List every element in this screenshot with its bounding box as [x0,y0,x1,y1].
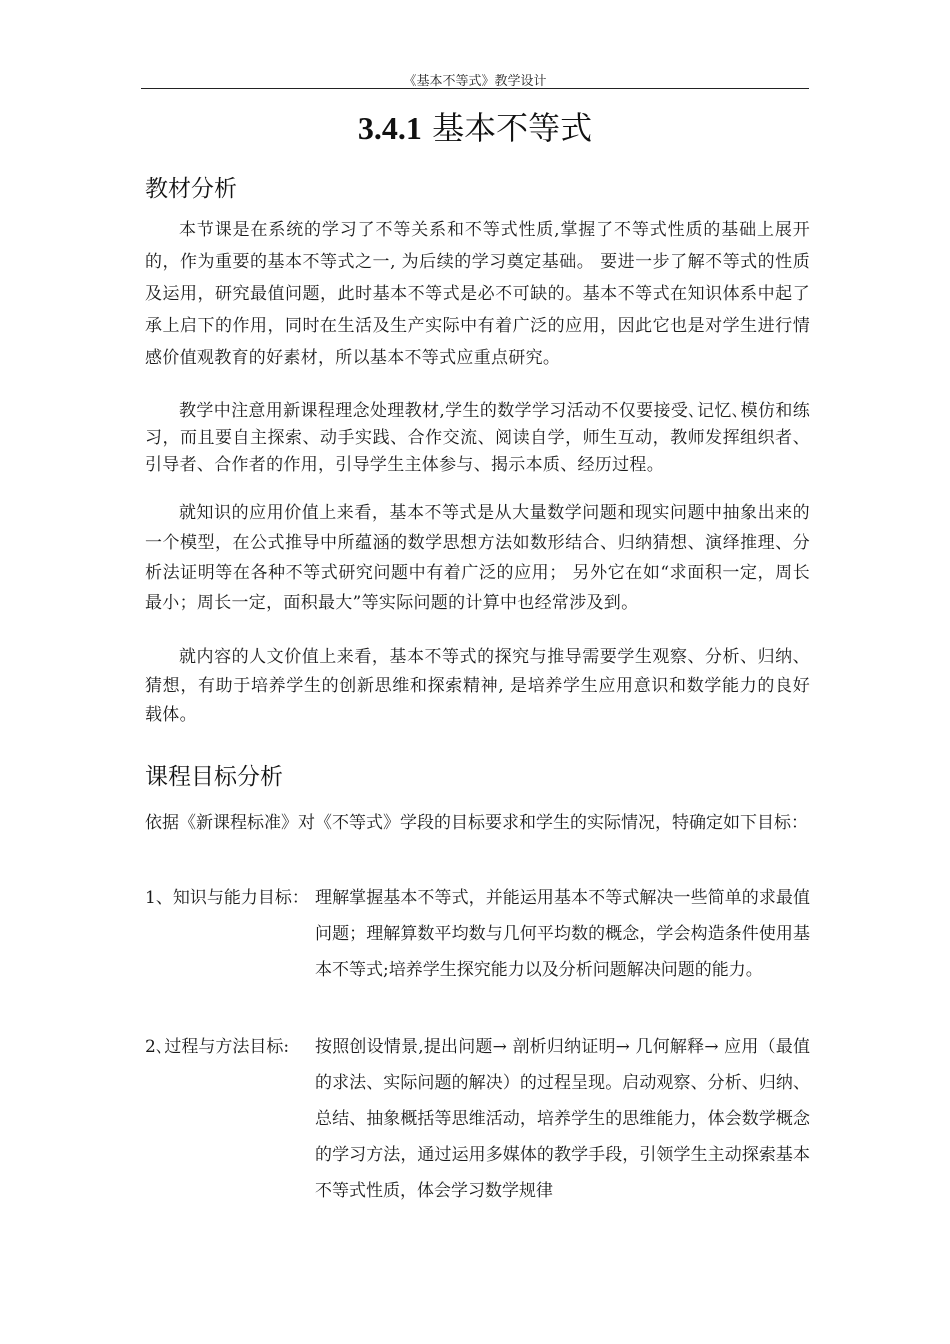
goal-text: 按照创设情景,提出问题→ 剖析归纳证明→ 几何解释→ 应用（最值的求法、实际问题的解决）的过程呈现。启动观察、分析、归纳、总结、抽象概括等思维活动，培养学生的思维能力，体会数学概念的学习方法，通过运用多媒体的教学手段，引领学生主动探索基本不等式性质，体会学习数学规律 [315,1037,810,1201]
goal-label: 2､过程与方法目标: [145,1037,290,1057]
page-header: 《基本不等式》教学设计 [403,74,547,89]
goal-label: 1、知识与能力目标： [145,888,309,908]
paragraph-1: 本节课是在系统的学习了不等关系和不等式性质,掌握了不等式性质的基础上展开的，作为重要的基本不等式之一, 为后续的学习奠定基础。 要进一步了解不等式的性质及运用，研究最值问题，此时基本不等式是必不可缺的。基本不等式在知识体系中起了承上启下的作用，同时在生活及生产实际中有着广泛的应用，因此它也是对学生进行情感价值观教育的好素材，所以基本不等式应重点研究。 [145,220,810,368]
paragraph-2: 教学中注意用新课程理念处理教材,学生的数学学习活动不仅要接受､记忆､模仿和练习，而且要自主探索、动手实践、合作交流、阅读自学，师生互动，教师发挥组织者、引导者、合作者的作用，引导学生主体参与、揭示本质、经历过程。 [145,401,810,475]
header-rule [141,88,809,89]
title-number: 3.4.1 [357,110,422,146]
document-title [141,103,809,149]
section-heading-curriculum-goals: 课程目标分析 [145,764,283,790]
paragraph-4: 就内容的人文价值上来看，基本不等式的探究与推导需要学生观察、分析、归纳、猜想，有助于培养学生的创新思维和探索精神, 是培养学生应用意识和数学能力的良好载体。 [145,647,810,725]
section-heading-textbook-analysis: 教材分析 [145,176,237,202]
title-text: 基本不等式 [421,109,593,147]
goal-item-process [145,1029,810,1219]
paragraph-3: 就知识的应用价值上来看，基本不等式是从大量数学问题和现实问题中抽象出来的一个模型，在公式推导中所蕴涵的数学思想方法如数形结合、归纳猜想、演绎推理、分析法证明等在各种不等式研究问题中有着广泛的应用； 另外它在如“求面积一定，周长最小；周长一定，面积最大”等实际问题的计算中也经常涉及到。 [145,503,810,613]
goals-intro: 依据《新课程标准》对《不等式》学段的目标要求和学生的实际情况，特确定如下目标： [145,813,808,833]
goal-item-knowledge [145,880,810,1030]
goal-text: 理解掌握基本不等式，并能运用基本不等式解决一些简单的求最值问题；理解算数平均数与几何平均数的概念，学会构造条件使用基本不等式;培养学生探究能力以及分析问题解决问题的能力。 [315,888,810,980]
